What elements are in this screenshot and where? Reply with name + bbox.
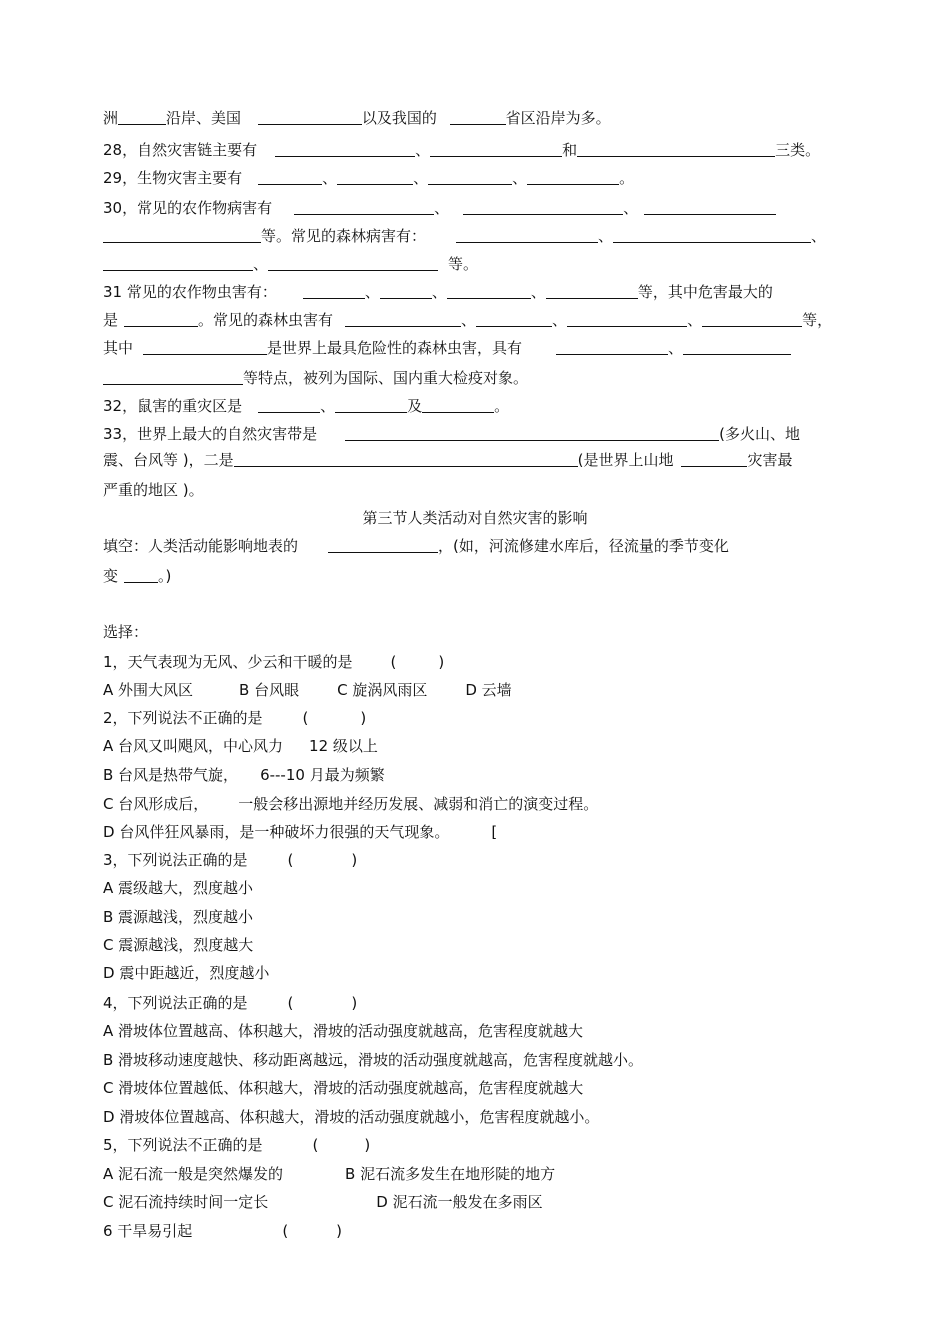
q4 [103,993,852,1013]
text: 、 [253,255,269,273]
text: ) [364,1136,371,1154]
blank [103,255,253,271]
text: 。 [494,397,510,415]
blank [702,311,802,327]
text: 灾害最 [747,451,793,469]
fill-line-a [103,536,852,556]
blank [335,397,407,413]
q4-b [103,1050,852,1070]
text: 以及我国的 [361,109,437,127]
q5-cd [103,1192,852,1212]
text: ( [302,709,309,727]
text: 选择： [103,623,149,641]
blank [328,537,438,553]
text: 等特点，被列为国际、国内重大检疫对象。 [243,369,529,387]
text: 、 [512,169,528,187]
text: 29，生物灾害主要有 [103,169,243,187]
blank [450,109,506,125]
text: B 震源越浅，烈度越小 [103,908,254,926]
blank [476,311,552,327]
text: B 台风眼 [239,681,300,699]
text: 2，下列说法不正确的是 [103,709,263,727]
text: 严重的地区 )。 [103,481,204,499]
text: 、 [461,311,477,329]
blank [456,227,598,243]
line-30c [103,254,852,274]
text: 第三节人类活动对自然灾害的影响 [362,509,588,527]
text: 30，常见的农作物病害有 [103,199,273,217]
line-30b [103,226,852,246]
q3-c [103,935,852,955]
line-33b [103,450,852,470]
text: 6---10 月最为频繁 [260,766,385,784]
text: C 旋涡风雨区 [337,681,428,699]
text: 等。 [448,255,479,273]
text: 12 级以上 [309,737,378,755]
blank [683,339,791,355]
text: B 台风是热带气旋， [103,766,239,784]
blank [103,227,261,243]
text: 沿岸、美国 [166,109,242,127]
choice-header [103,622,852,642]
text: ) [360,709,367,727]
line-31d [103,368,852,388]
text: ( [287,851,294,869]
q3 [103,850,852,870]
text: A 台风又叫飓风，中心风力 [103,737,284,755]
text: 5，下列说法不正确的是 [103,1136,263,1154]
blank [143,339,267,355]
text: 。常见的森林虫害有 [198,311,334,329]
text: C 台风形成后， [103,795,209,813]
q3-d [103,963,852,983]
text: 三类。 [775,141,821,159]
line-31c [103,338,852,358]
q2-d [103,822,852,842]
blank [556,339,668,355]
text: 、 [364,283,380,301]
text: A 滑坡体位置越高、体积越大，滑坡的活动强度就越高，危害程度就越大 [103,1022,584,1040]
text: C 泥石流持续时间一定长 [103,1193,269,1211]
text: 4，下列说法正确的是 [103,994,248,1012]
text: (是世界上山地 [577,451,674,469]
text: 其中 [103,339,134,357]
q1-options [103,680,852,700]
text: 等。常见的森林病害有： [261,227,427,245]
text: 。 [619,169,635,187]
blank [644,199,776,215]
q2 [103,708,852,728]
section-title [0,508,950,528]
text: B 泥石流多发生在地形陡的地方 [345,1165,556,1183]
q5-ab [103,1164,852,1184]
q1 [103,652,852,672]
line-32 [103,396,852,416]
text: ) [351,994,358,1012]
text: 是 [103,311,119,329]
text: B 滑坡移动速度越快、移动距离越远，滑坡的活动强度就越高，危害程度就越小。 [103,1051,644,1069]
q4-a [103,1021,852,1041]
blank [124,311,198,327]
text: (多火山、地 [719,425,800,443]
blank [447,283,531,299]
line-29 [103,168,852,188]
text: 3，下列说法正确的是 [103,851,248,869]
blank [463,199,623,215]
text: C 震源越浅，烈度越大 [103,936,254,954]
text: ( [390,653,397,671]
text: D 震中距越近，烈度越小 [103,964,270,982]
blank [345,311,461,327]
text: 。) [158,567,172,585]
line-27 [103,108,852,128]
text: 一般会移出源地并经历发展、减弱和消亡的演变过程。 [238,795,599,813]
line-28 [103,140,852,160]
text: 1，天气表现为无风、少云和干暖的是 [103,653,353,671]
text: D 云墙 [465,681,512,699]
line-30a [103,198,852,218]
fill-line-b [103,566,852,586]
text: 28，自然灾害链主要有 [103,141,258,159]
line-33c [103,480,852,500]
line-31b [103,310,852,330]
text: [ [491,823,498,841]
blank [337,169,413,185]
blank [234,451,578,467]
text: 、 [552,311,568,329]
text: 、 [623,199,639,217]
line-31a [103,282,852,302]
blank [258,109,362,125]
text: 变 [103,567,119,585]
q2-b [103,765,852,785]
text: 填空：人类活动能影响地表的 [103,537,299,555]
blank [294,199,434,215]
text: 及 [407,397,423,415]
text: 、 [598,227,614,245]
text: D 泥石流一般发在多雨区 [376,1193,543,1211]
blank [613,227,811,243]
text: 、 [687,311,703,329]
blank [527,169,619,185]
text: 、 [322,169,338,187]
blank [124,567,158,583]
text: 32，鼠害的重灾区是 [103,397,243,415]
text: 等， [802,311,833,329]
text: 、 [431,283,447,301]
text: 33，世界上最大的自然灾害带是 [103,425,318,443]
text: ( [312,1136,319,1154]
blank [577,141,775,157]
text: 、 [415,141,431,159]
text: A 震级越大，烈度越小 [103,879,254,897]
blank [103,369,243,385]
text: ) [438,653,445,671]
text: 、 [530,283,546,301]
blank [380,283,432,299]
text: ( [282,1222,289,1240]
text: 、 [413,169,429,187]
text: A 外围大风区 [103,681,194,699]
text: 等，其中危害最大的 [637,283,773,301]
text: D 台风伴狂风暴雨，是一种破坏力很强的天气现象。 [103,823,450,841]
blank [258,169,322,185]
blank [275,141,415,157]
text: ( [287,994,294,1012]
text: 31 常见的农作物虫害有： [103,283,277,301]
q6 [103,1221,852,1241]
text: 、 [811,227,827,245]
text: ) [336,1222,343,1240]
blank [345,425,719,441]
blank [428,169,512,185]
text: A 泥石流一般是突然爆发的 [103,1165,284,1183]
blank [430,141,562,157]
text: 洲 [103,109,119,127]
q3-b [103,907,852,927]
text: 和 [562,141,578,159]
blank [422,397,494,413]
blank [118,109,166,125]
text: 6 干旱易引起 [103,1222,193,1240]
q4-d [103,1107,852,1127]
text: 震、台风等 )，二是 [103,451,234,469]
text: D 滑坡体位置越高、体积越大，滑坡的活动强度就越小，危害程度就越小。 [103,1108,600,1126]
line-33a [103,424,852,444]
text: 省区沿岸为多。 [505,109,611,127]
text: 、 [668,339,684,357]
blank [567,311,687,327]
text: ，(如，河流修建水库后，径流量的季节变化 [438,537,729,555]
blank [268,255,438,271]
q2-a [103,736,852,756]
text: 、 [434,199,450,217]
q3-a [103,878,852,898]
text: 、 [320,397,336,415]
blank [546,283,638,299]
q4-c [103,1078,852,1098]
q5 [103,1135,852,1155]
q2-c [103,794,852,814]
blank [303,283,365,299]
text: ) [351,851,358,869]
text: C 滑坡体位置越低、体积越大，滑坡的活动强度就越高，危害程度就越大 [103,1079,584,1097]
blank [258,397,320,413]
blank [681,451,747,467]
text: 是世界上最具危险性的森林虫害，具有 [267,339,523,357]
